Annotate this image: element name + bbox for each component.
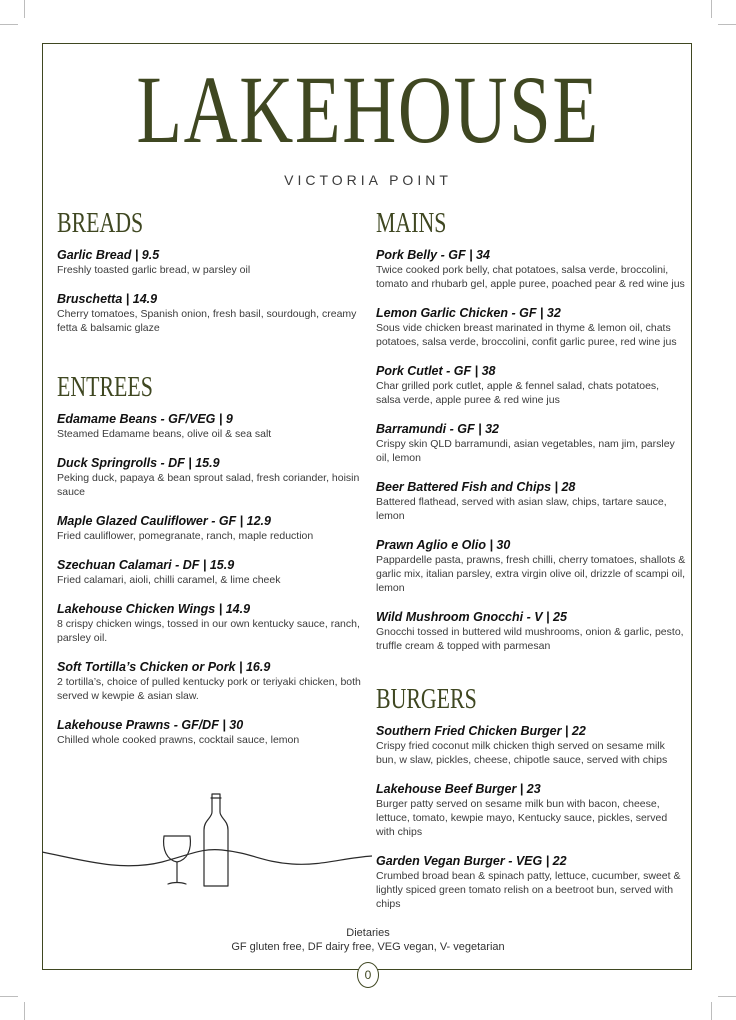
item-name: Szechuan Calamari - DF | 15.9	[57, 558, 235, 572]
item-description: 2 tortilla’s, choice of pulled kentucky pork or teriyaki chicken, both served w kewpie & asian slaw.	[57, 676, 361, 702]
item-description: Fried cauliflower, pomegranate, ranch, maple reduction	[57, 530, 314, 542]
item-description: Sous vide chicken breast marinated in thyme & lemon oil, chats potatoes, salsa verde, broccolini, confit garlic puree, red wine jus	[376, 322, 677, 348]
item-name: Barramundi - GF | 32	[376, 422, 499, 436]
item-name: Pork Cutlet - GF | 38	[376, 364, 496, 378]
item-description: Fried calamari, aioli, chilli caramel, & lime cheek	[57, 574, 281, 586]
menu-item	[376, 363, 686, 407]
dietaries-text: GF gluten free, DF dairy free, VEG vegan, V- vegetarian	[231, 941, 505, 953]
item-name: Maple Glazed Cauliflower - GF | 12.9	[57, 514, 271, 528]
item-description: Pappardelle pasta, prawns, fresh chilli, cherry tomatoes, shallots & garlic mix, italian parsley, extra virgin olive oil, drizzle of scampi oil, lemon	[376, 554, 686, 594]
menu-item	[376, 609, 686, 653]
dietaries-note	[0, 926, 736, 954]
page-number-badge	[357, 962, 379, 988]
crop-mark	[718, 24, 736, 25]
item-description: Steamed Edamame beans, olive oil & sea salt	[57, 428, 272, 440]
item-description: Twice cooked pork belly, chat potatoes, salsa verde, broccolini, tomato and rhubarb gel, apple puree, poached pear & red wine jus	[376, 264, 685, 290]
menu-item	[376, 479, 686, 523]
section-title-mains: MAINS	[376, 208, 447, 239]
menu-item	[376, 421, 686, 465]
menu-item	[57, 659, 367, 703]
item-name: Pork Belly - GF | 34	[376, 248, 490, 262]
crop-mark	[24, 0, 25, 18]
menu-item	[57, 411, 367, 441]
crop-mark	[711, 0, 712, 18]
item-description: Crumbed broad bean & spinach patty, lettuce, cucumber, sweet & lightly spiced green tomato relish on a beetroot bun, served with chips	[376, 870, 681, 910]
item-name: Lakehouse Chicken Wings | 14.9	[57, 602, 251, 616]
item-description: Peking duck, papaya & bean sprout salad, fresh coriander, hoisin sauce	[57, 472, 360, 498]
crop-mark	[718, 996, 736, 997]
item-name: Garlic Bread | 9.5	[57, 248, 160, 262]
wine-bottle-glass-illustration	[42, 790, 372, 900]
item-description: Cherry tomatoes, Spanish onion, fresh basil, sourdough, creamy fetta & balsamic glaze	[57, 308, 357, 334]
page-number: 0	[364, 968, 372, 982]
menu-item	[376, 781, 686, 839]
menu-item	[57, 513, 367, 543]
menu-item	[57, 601, 367, 645]
menu-item	[57, 557, 367, 587]
item-description: Chilled whole cooked prawns, cocktail sauce, lemon	[57, 734, 300, 746]
item-name: Southern Fried Chicken Burger | 22	[376, 724, 586, 738]
section-title-burgers: BURGERS	[376, 684, 477, 715]
menu-item	[376, 305, 686, 349]
restaurant-logo: LAKEHOUSE	[136, 56, 600, 163]
crop-mark	[711, 1002, 712, 1020]
crop-mark	[24, 1002, 25, 1020]
item-name: Garden Vegan Burger - VEG | 22	[376, 854, 567, 868]
item-name: Prawn Aglio e Olio | 30	[376, 538, 511, 552]
item-name: Bruschetta | 14.9	[57, 292, 158, 306]
crop-mark	[0, 24, 18, 25]
item-name: Lemon Garlic Chicken - GF | 32	[376, 306, 561, 320]
item-description: Gnocchi tossed in buttered wild mushrooms, onion & garlic, pesto, truffle cream & topped with parmesan	[376, 626, 684, 652]
item-name: Lakehouse Prawns - GF/DF | 30	[57, 718, 244, 732]
section-title-breads: BREADS	[57, 208, 144, 239]
menu-item	[376, 247, 686, 291]
item-description: 8 crispy chicken wings, tossed in our own kentucky sauce, ranch, parsley oil.	[57, 618, 360, 644]
location-tagline: VICTORIA POINT	[284, 172, 452, 188]
left-column	[57, 207, 367, 761]
menu-item	[376, 853, 686, 911]
item-description: Char grilled pork cutlet, apple & fennel salad, chats potatoes, salsa verde, apple puree & red wine jus	[376, 380, 660, 406]
item-description: Freshly toasted garlic bread, w parsley oil	[57, 264, 251, 276]
item-name: Wild Mushroom Gnocchi - V | 25	[376, 610, 567, 624]
menu-item	[376, 723, 686, 767]
item-name: Duck Springrolls - DF | 15.9	[57, 456, 220, 470]
item-name: Lakehouse Beef Burger | 23	[376, 782, 541, 796]
menu-item	[57, 455, 367, 499]
menu-item	[376, 537, 686, 595]
menu-item	[57, 291, 367, 335]
section-title-entrees: ENTREES	[57, 372, 153, 403]
crop-mark	[0, 996, 18, 997]
menu-item	[57, 717, 367, 747]
menu-item	[57, 247, 367, 277]
right-column	[376, 207, 686, 925]
item-name: Soft Tortilla’s Chicken or Pork | 16.9	[57, 660, 271, 674]
item-description: Battered flathead, served with asian slaw, chips, tartare sauce, lemon	[376, 496, 667, 522]
item-description: Crispy fried coconut milk chicken thigh served on sesame milk bun, w slaw, pickles, cheese, chipotle sauce, served with chips	[376, 740, 668, 766]
item-description: Crispy skin QLD barramundi, asian vegetables, nam jim, parsley oil, lemon	[376, 438, 675, 464]
item-name: Edamame Beans - GF/VEG | 9	[57, 412, 233, 426]
item-name: Beer Battered Fish and Chips | 28	[376, 480, 576, 494]
dietaries-title: Dietaries	[346, 927, 390, 939]
item-description: Burger patty served on sesame milk bun with bacon, cheese, lettuce, tomato, kewpie mayo, Kentucky sauce, pickles, served with chips	[376, 798, 668, 838]
